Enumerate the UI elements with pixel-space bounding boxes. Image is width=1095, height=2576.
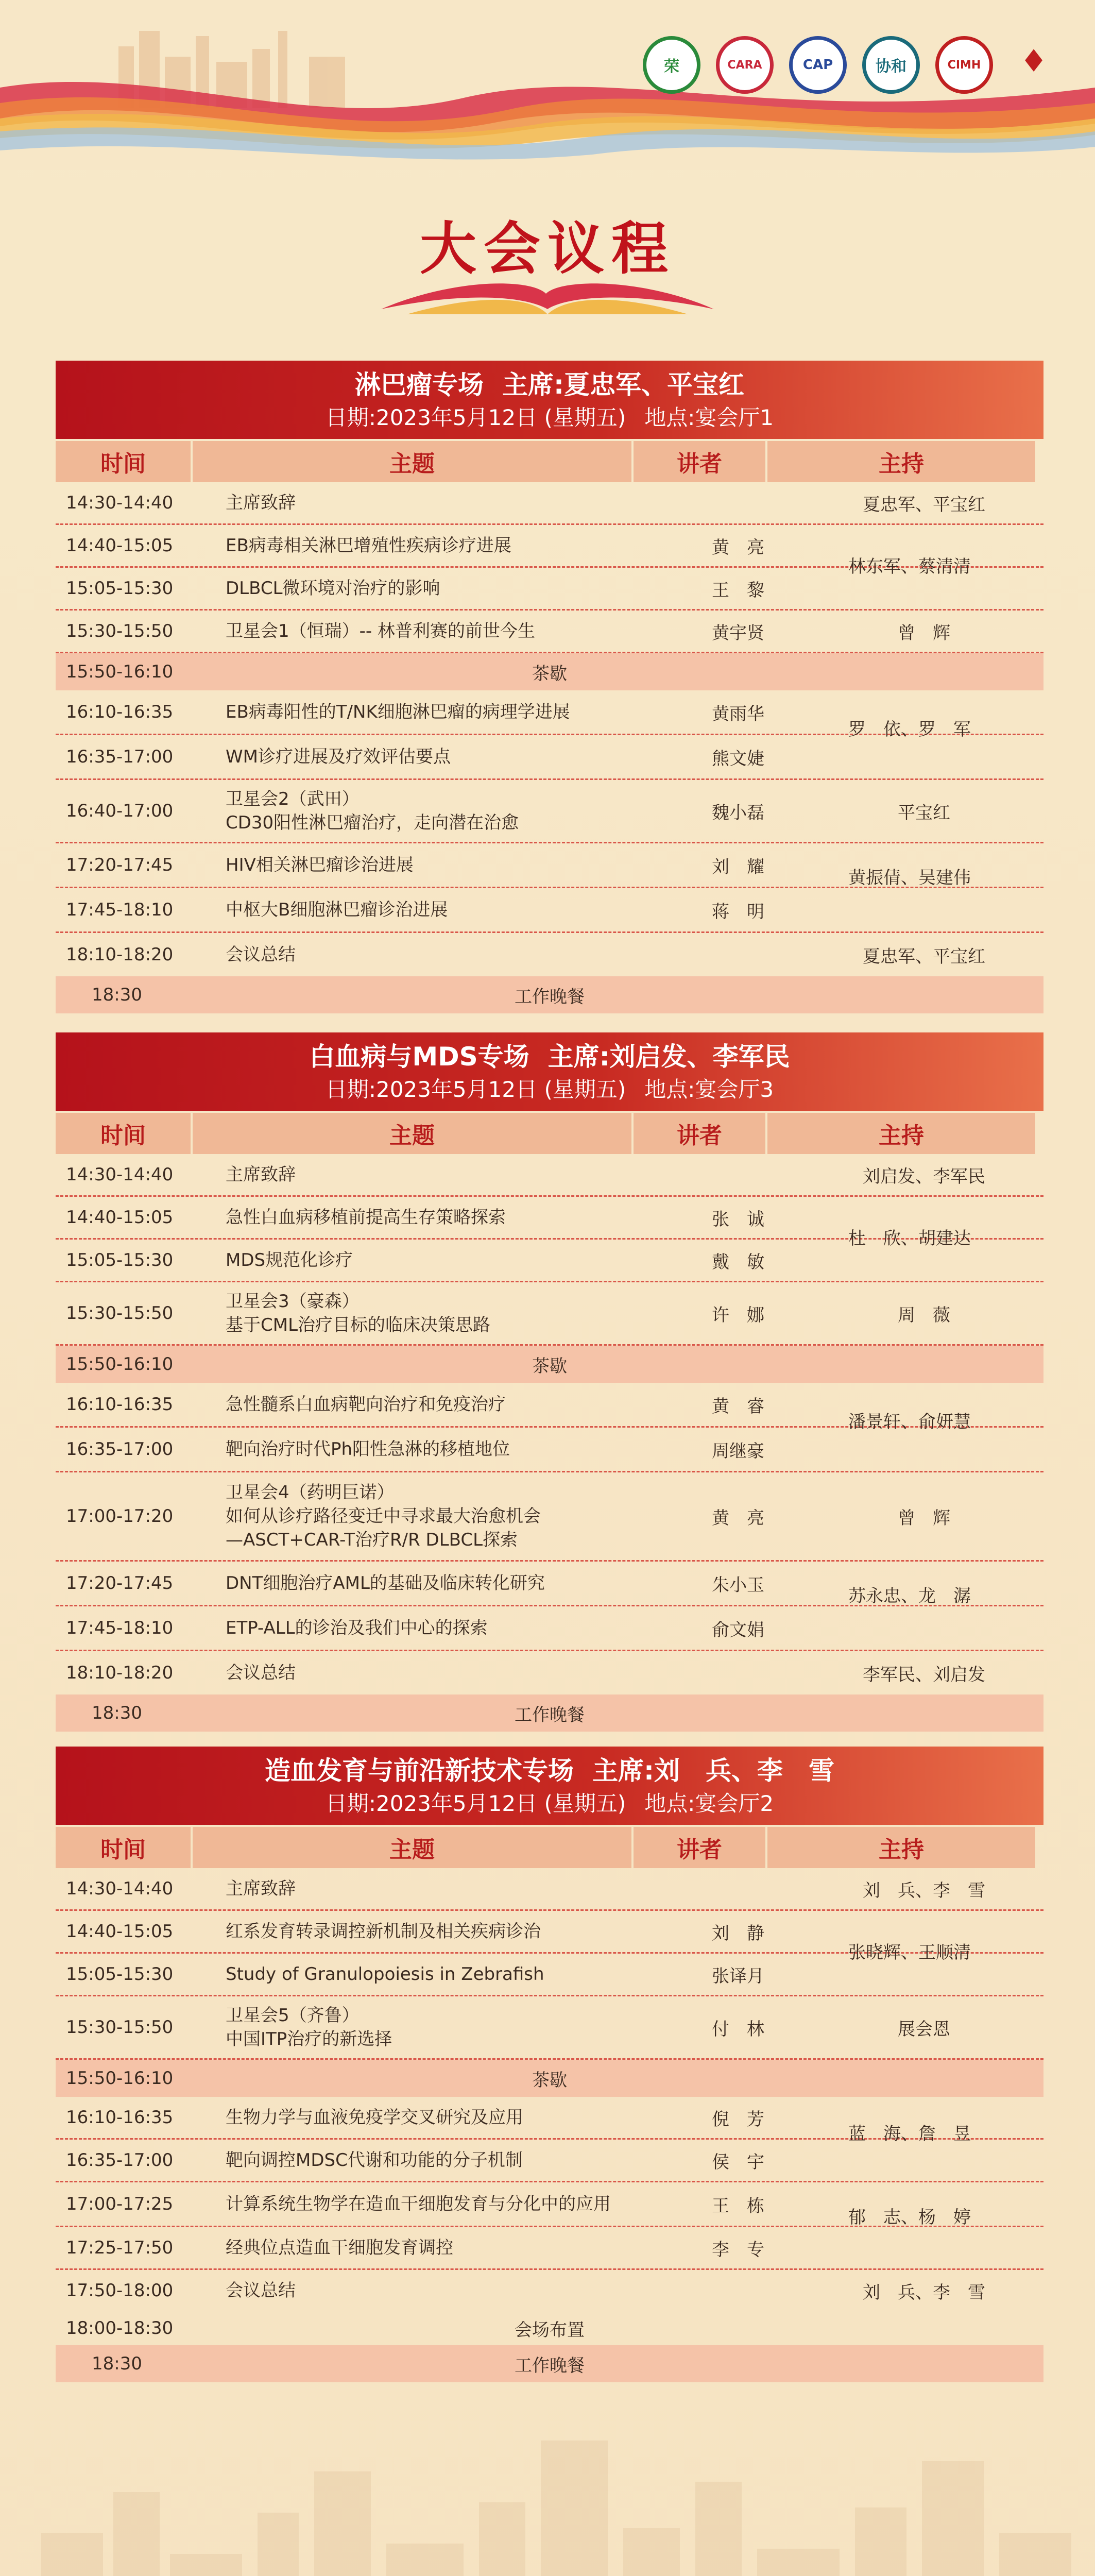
row-speaker: 熊文婕 [712,748,764,769]
table-row [56,611,1043,653]
row-topic: HIV相关淋巴瘤诊治进展 [226,855,414,875]
row-topic: 靶向治疗时代Ph阳性急淋的移植地位 [226,1439,510,1460]
column-header-speaker: 讲者 [634,1827,765,1868]
title-wave-decoration [376,273,719,319]
table-row [56,1651,1043,1694]
row-time: 18:30 [92,1703,142,1723]
row-time: 17:50-18:00 [66,2280,174,2301]
row-topic: 卫星会2（武田） [226,789,360,809]
row-topic: 主席致辞 [226,1164,296,1185]
dinner-row [56,1694,1043,1732]
row-time: 15:30-15:50 [66,2017,174,2038]
row-speaker: 倪 芳 [712,2109,764,2130]
row-speaker: 魏小磊 [712,802,764,823]
row-speaker: 王 黎 [712,580,764,601]
row-time: 14:30-14:40 [66,493,174,513]
session-lymphoma [56,361,1043,1013]
row-time: 18:00-18:30 [66,2318,174,2338]
break-label: 茶歇 [532,1355,567,1377]
row-host: 曾 辉 [898,622,950,643]
row-topic: DNT细胞治疗AML的基础及临床转化研究 [226,1573,545,1594]
row-speaker: 张译月 [712,1965,764,1987]
session-header [56,1747,1043,1825]
row-topic: 会议总结 [226,2280,296,2301]
row-speaker: 周继豪 [712,1440,764,1462]
row-time: 16:10-16:35 [66,1394,174,1415]
row-time: 16:35-17:00 [66,2150,174,2171]
session-chair: 主席:夏忠军、平宝红 [502,370,744,400]
table-row [56,2270,1043,2311]
organizer-logo-icon: 协和 [862,36,920,94]
row-time: 17:45-18:10 [66,900,174,920]
merged-host: 蓝 海、詹 昱 [848,2123,971,2144]
merged-host: 郁 志、杨 婷 [848,2207,971,2228]
row-time: 14:30-14:40 [66,1878,174,1899]
row-topic: 靶向调控MDSC代谢和功能的分子机制 [226,2150,523,2171]
column-header-time: 时间 [56,1827,191,1868]
table-row [56,1154,1043,1197]
row-topic: EB病毒阳性的T/NK细胞淋巴瘤的病理学进展 [226,702,570,722]
row-time: 16:35-17:00 [66,747,174,767]
table-row [56,933,1043,976]
row-topic: 生物力学与血液免疫学交叉研究及应用 [226,2107,523,2128]
row-time: 16:35-17:00 [66,1439,174,1460]
row-speaker: 蒋 明 [712,901,764,922]
row-time: 14:40-15:05 [66,1921,174,1942]
column-headers [56,441,1043,482]
merged-host: 潘景轩、俞妍慧 [848,1411,971,1432]
row-speaker: 朱小玉 [712,1574,764,1596]
merged-host: 苏永忠、龙 潺 [848,1585,971,1606]
row-host: 展会恩 [898,2019,950,2040]
session-date: 日期:2023年5月12日 (星期五) [325,1791,626,1816]
column-header-topic: 主题 [193,441,631,482]
session-leukemia-mds [56,1032,1043,1732]
row-topic-line2: CD30阳性淋巴瘤治疗，走向潜在治愈 [226,812,519,833]
agenda-table [56,1868,1043,2382]
row-time: 15:05-15:30 [66,1964,174,1985]
row-time: 17:25-17:50 [66,2238,174,2258]
organizer-logo-icon: 荣 [643,36,700,94]
dinner-row [56,2345,1043,2382]
row-time: 15:50-16:10 [66,2068,174,2089]
session-chair: 主席:刘启发、李军民 [548,1042,790,1072]
row-speaker: 俞文娟 [712,1619,764,1640]
session-title: 白血病与MDS专场 [309,1042,529,1072]
organizer-logo-icon: CAP [789,36,847,94]
row-topic: 主席致辞 [226,1878,296,1899]
row-speaker: 许 娜 [712,1304,764,1326]
merged-host: 杜 欣、胡建达 [848,1228,971,1249]
row-time: 14:40-15:05 [66,535,174,556]
column-header-time: 时间 [56,441,191,482]
row-topic-line3: —ASCT+CAR-T治疗R/R DLBCL探索 [226,1530,518,1550]
agenda-table [56,482,1043,1013]
column-headers [56,1827,1043,1868]
row-speaker: 黄 亮 [712,1507,764,1529]
row-time: 15:30-15:50 [66,1303,174,1324]
row-topic: 经典位点造血干细胞发育调控 [226,2238,453,2258]
row-topic: 卫星会1（恒瑞）-- 林普利赛的前世今生 [226,621,535,641]
row-time: 17:20-17:45 [66,855,174,875]
row-host: 刘启发、李军民 [863,1166,985,1187]
session-header [56,361,1043,439]
table-row [56,482,1043,525]
merged-host: 黄振倩、吴建伟 [848,867,971,888]
table-row [56,1282,1043,1346]
row-host: 刘 兵、李 雪 [863,2282,985,2303]
column-header-time: 时间 [56,1113,191,1154]
row-host: 李军民、刘启发 [863,1664,985,1685]
row-topic: 主席致辞 [226,493,296,513]
row-host: 夏忠军、平宝红 [863,946,985,967]
column-header-host: 主持 [767,1827,1035,1868]
organizer-logo-icon: ♦ [1008,36,1059,87]
column-header-topic: 主题 [193,1113,631,1154]
row-speaker: 黄 亮 [712,537,764,558]
break-label: 茶歇 [532,2070,567,2091]
row-host: 周 薇 [898,1304,950,1326]
table-row [56,1996,1043,2060]
session-venue: 地点:宴会厅1 [644,405,774,430]
row-topic: 卫星会4（药明巨诺） [226,1482,395,1503]
row-topic: 卫星会3（豪森） [226,1291,360,1312]
dinner-row [56,976,1043,1013]
table-row [56,1472,1043,1562]
row-topic: EB病毒相关淋巴增殖性疾病诊疗进展 [226,535,511,556]
row-speaker: 李 专 [712,2239,764,2260]
row-topic: 红系发育转录调控新机制及相关疾病诊治 [226,1921,541,1942]
column-header-speaker: 讲者 [634,1113,765,1154]
row-time: 18:10-18:20 [66,944,174,965]
session-date: 日期:2023年5月12日 (星期五) [325,1077,626,1102]
row-topic: 会议总结 [226,944,296,965]
footer-skyline-decoration [0,2379,1095,2576]
organizer-logos [643,36,1059,94]
row-time: 15:50-16:10 [66,662,174,682]
row-time: 17:00-17:20 [66,1506,174,1527]
row-speaker: 王 栋 [712,2195,764,2216]
row-time: 16:40-17:00 [66,801,174,821]
row-time: 14:40-15:05 [66,1207,174,1228]
break-label: 工作晚餐 [515,986,585,1007]
row-topic: ETP-ALL的诊治及我们中心的探索 [226,1618,488,1638]
row-topic: 卫星会5（齐鲁） [226,2005,360,2026]
row-topic: MDS规范化诊疗 [226,1250,353,1270]
session-title: 淋巴瘤专场 [355,370,484,400]
row-time: 15:50-16:10 [66,1354,174,1375]
row-topic: 会议总结 [226,1663,296,1683]
row-topic-line2: 基于CML治疗目标的临床决策思路 [226,1315,491,1335]
merged-host: 林东军、蔡清清 [848,556,971,577]
session-chair: 主席:刘 兵、李 雪 [592,1756,834,1786]
row-speaker: 张 诚 [712,1209,764,1230]
row-host: 刘 兵、李 雪 [863,1880,985,1901]
row-speaker: 刘 静 [712,1923,764,1944]
row-time: 15:05-15:30 [66,1250,174,1270]
organizer-logo-icon: CIMH [935,36,993,94]
agenda-table [56,1154,1043,1732]
column-header-host: 主持 [767,441,1035,482]
row-topic: 计算系统生物学在造血干细胞发育与分化中的应用 [226,2194,611,2214]
row-topic: 急性髓系白血病靶向治疗和免疫治疗 [226,1394,506,1415]
row-topic: Study of Granulopoiesis in Zebrafish [226,1964,544,1985]
page-title: 大会议程 [420,215,675,282]
row-speaker: 戴 敏 [712,1251,764,1273]
table-row [56,1868,1043,1911]
row-time: 16:10-16:35 [66,702,174,722]
row-topic: 急性白血病移植前提高生存策略探索 [226,1207,506,1228]
break-label: 工作晚餐 [515,2355,585,2376]
column-header-speaker: 讲者 [634,441,765,482]
row-time: 18:30 [92,985,142,1005]
row-time: 17:00-17:25 [66,2194,174,2214]
row-host: 平宝红 [898,802,950,823]
session-title: 造血发育与前沿新技术专场 [265,1756,574,1786]
merged-host: 张晓辉、王顺清 [848,1942,971,1963]
row-speaker: 黄雨华 [712,703,764,724]
row-topic: 中枢大B细胞淋巴瘤诊治进展 [226,900,448,920]
organizer-logo-icon: CARA [716,36,774,94]
session-hematopoiesis [56,1747,1043,2382]
row-time: 17:20-17:45 [66,1573,174,1594]
row-topic: DLBCL微环境对治疗的影响 [226,578,440,599]
column-header-host: 主持 [767,1113,1035,1154]
session-venue: 地点:宴会厅2 [644,1791,774,1816]
row-speaker: 侯 宇 [712,2151,764,2173]
session-date: 日期:2023年5月12日 (星期五) [325,405,626,430]
row-host: 曾 辉 [898,1507,950,1529]
session-venue: 地点:宴会厅3 [644,1077,774,1102]
row-topic-line2: 中国ITP治疗的新选择 [226,2029,392,2049]
row-time: 18:10-18:20 [66,1663,174,1683]
row-time: 15:05-15:30 [66,578,174,599]
row-topic-line2: 如何从诊疗路径变迁中寻求最大治愈机会 [226,1506,541,1527]
row-host: 夏忠军、平宝红 [863,494,985,515]
session-header [56,1032,1043,1111]
row-time: 16:10-16:35 [66,2107,174,2128]
row-speaker: 黄 睿 [712,1396,764,1417]
merged-host: 罗 依、罗 军 [848,719,971,740]
row-time: 17:45-18:10 [66,1618,174,1638]
column-headers [56,1113,1043,1154]
break-label: 茶歇 [532,663,567,684]
row-topic: WM诊疗进展及疗效评估要点 [226,747,451,767]
row-time: 14:30-14:40 [66,1164,174,1185]
row-time: 15:30-15:50 [66,621,174,641]
row-speaker: 黄宇贤 [712,622,764,643]
row-speaker: 付 林 [712,2019,764,2040]
column-header-topic: 主题 [193,1827,631,1868]
row-time: 18:30 [92,2353,142,2374]
setup-row [56,2311,1043,2345]
break-label: 会场布置 [515,2319,585,2341]
break-label: 工作晚餐 [515,1704,585,1725]
row-speaker: 刘 耀 [712,856,764,877]
